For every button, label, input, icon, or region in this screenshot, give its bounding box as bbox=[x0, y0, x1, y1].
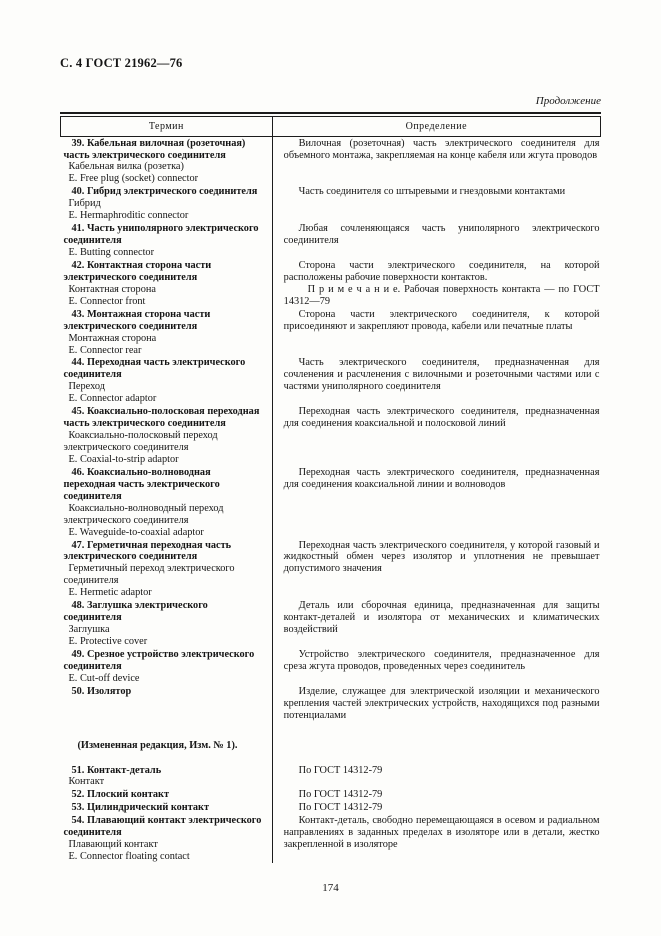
term-cell bbox=[61, 685, 273, 722]
definition-cell bbox=[272, 539, 600, 600]
term-cell bbox=[61, 308, 273, 357]
definition-paragraph: Контакт-деталь, свободно перемещающаяся в осевом и радиальном направлениях в заданных пределах в изоляторе или в детали, жестко закрепленной в изоляторе bbox=[283, 815, 600, 851]
term-entry-row bbox=[61, 801, 601, 814]
table-top-rule bbox=[60, 112, 601, 114]
definition-paragraph: По ГОСТ 14312-79 bbox=[298, 764, 383, 776]
definition-cell bbox=[272, 405, 600, 466]
term-english-equivalent: E. Connector adaptor bbox=[68, 393, 157, 405]
header-row bbox=[61, 117, 601, 137]
term-title: 51. Контакт-деталь bbox=[71, 764, 162, 776]
definition-paragraph: Переходная часть электрического соединителя, предназначенная для соединения коаксиальной линии и волноводов bbox=[283, 466, 600, 490]
term-synonym: Контакт bbox=[68, 776, 105, 788]
term-cell bbox=[61, 185, 273, 222]
term-english-equivalent: E. Protective cover bbox=[68, 636, 148, 648]
definition-note: П р и м е ч а н и е. Рабочая поверхность контакта — по ГОСТ 14312—79 bbox=[283, 283, 600, 307]
term-english-equivalent: E. Hermetic adaptor bbox=[68, 587, 152, 599]
definition-cell bbox=[272, 599, 600, 648]
term-english-equivalent: E. Connector front bbox=[68, 295, 146, 307]
definition-cell bbox=[272, 648, 600, 685]
term-title: 50. Изолятор bbox=[71, 685, 132, 697]
continuation-label: Продолжение bbox=[535, 95, 601, 107]
term-title: 44. Переходная часть электрического соединителя bbox=[63, 357, 246, 381]
definition-cell bbox=[272, 222, 600, 259]
term-cell bbox=[61, 648, 273, 685]
term-entry-row bbox=[61, 814, 601, 863]
definition-cell bbox=[272, 185, 600, 222]
definition-cell bbox=[272, 466, 600, 539]
term-title: 54. Плавающий контакт электрического соединителя bbox=[63, 815, 262, 839]
definition-cell bbox=[272, 814, 600, 863]
definition-cell bbox=[272, 308, 600, 357]
term-synonym: Плавающий контакт bbox=[68, 839, 158, 851]
amendment-row bbox=[61, 722, 601, 764]
term-entry-row bbox=[61, 136, 601, 185]
term-cell bbox=[61, 136, 273, 185]
term-cell bbox=[61, 722, 273, 764]
definition-paragraph: Вилочная (розеточная) часть электрического соединителя для объемного монтажа, закрепляемая на конце кабеля или жгута проводов bbox=[283, 137, 600, 161]
terms-table-body bbox=[61, 136, 601, 863]
definition-paragraph: Любая сочленяющаяся часть униполярного электрического соединителя bbox=[283, 223, 600, 247]
column-header-term: Термин bbox=[61, 117, 273, 137]
term-title: 52. Плоский контакт bbox=[71, 789, 170, 801]
term-cell bbox=[61, 788, 273, 801]
definition-cell bbox=[272, 722, 600, 764]
definition-paragraph: Часть соединителя со штыревыми и гнездовыми контактами bbox=[298, 186, 566, 198]
term-english-equivalent: E. Connector rear bbox=[68, 344, 142, 356]
term-title: 48. Заглушка электрического соединителя bbox=[63, 600, 208, 624]
term-cell bbox=[61, 405, 273, 466]
term-synonym: Герметичный переход электрического соединителя bbox=[63, 563, 235, 587]
term-entry-row bbox=[61, 356, 601, 405]
term-entry-row bbox=[61, 466, 601, 539]
term-entry-row bbox=[61, 222, 601, 259]
definition-paragraph: Часть электрического соединителя, предназначенная для сочленения и расчленения с вилочными и розеточными частями или с частями униполярного соединителя bbox=[283, 357, 600, 393]
term-entry-row bbox=[61, 185, 601, 222]
term-cell bbox=[61, 814, 273, 863]
term-english-equivalent: E. Connector floating contact bbox=[68, 851, 190, 863]
term-english-equivalent: E. Waveguide-to-coaxial adaptor bbox=[68, 526, 204, 538]
term-cell bbox=[61, 259, 273, 308]
term-entry-row bbox=[61, 599, 601, 648]
term-entry-row bbox=[61, 259, 601, 308]
term-title: 45. Коаксиально-полосковая переходная часть электрического соединителя bbox=[63, 406, 260, 430]
terms-table-header bbox=[61, 117, 601, 137]
term-english-equivalent: E. Hermaphroditic connector bbox=[68, 210, 189, 222]
definition-paragraph: Устройство электрического соединителя, предназначенное для среза жгута проводов, проведенных через соединитель bbox=[283, 648, 600, 672]
term-english-equivalent: E. Butting connector bbox=[68, 247, 155, 259]
term-synonym: Гибрид bbox=[68, 198, 101, 210]
term-english-equivalent: E. Cut-off device bbox=[68, 672, 140, 684]
term-synonym: Контактная сторона bbox=[68, 283, 156, 295]
definition-cell bbox=[272, 259, 600, 308]
definition-paragraph: Сторона части электрического соединителя, на которой расположены рабочие поверхности контактов. bbox=[283, 259, 600, 283]
definition-cell bbox=[272, 685, 600, 722]
term-title: 53. Цилиндрический контакт bbox=[71, 802, 210, 814]
term-entry-row bbox=[61, 788, 601, 801]
term-title: 42. Контактная сторона части электрического соединителя bbox=[63, 259, 212, 283]
term-title: 49. Срезное устройство электрического соединителя bbox=[63, 648, 255, 672]
definition-cell bbox=[272, 356, 600, 405]
term-entry-row bbox=[61, 539, 601, 600]
definition-paragraph: Переходная часть электрического соединителя, у которой газовый и жидкостный обмен через изолятор и уплотнения не превышает допустимого значения bbox=[283, 539, 600, 575]
term-cell bbox=[61, 539, 273, 600]
term-synonym: Переход bbox=[68, 381, 105, 393]
term-cell bbox=[61, 801, 273, 814]
term-title: 46. Коаксиально-волноводная переходная часть электрического соединителя bbox=[63, 466, 220, 502]
term-title: 39. Кабельная вилочная (розеточная) часть электрического соединителя bbox=[63, 137, 246, 161]
definition-cell bbox=[272, 801, 600, 814]
definition-paragraph: По ГОСТ 14312-79 bbox=[298, 789, 383, 801]
term-english-equivalent: E. Coaxial-to-strip adaptor bbox=[68, 453, 179, 465]
definition-cell bbox=[272, 764, 600, 789]
definition-paragraph: Деталь или сборочная единица, предназначенная для защиты контакт-деталей и изолятора от механических и климатических воздействий bbox=[283, 600, 600, 636]
definition-paragraph: Сторона части электрического соединителя, к которой присоединяют и закрепляют провода, кабели или печатные платы bbox=[283, 308, 600, 332]
term-synonym: Коаксиально-волноводный переход электрического соединителя bbox=[63, 502, 224, 526]
term-cell bbox=[61, 466, 273, 539]
definition-paragraph: По ГОСТ 14312-79 bbox=[298, 802, 383, 814]
term-title: 41. Часть униполярного электрического соединителя bbox=[63, 223, 259, 247]
term-synonym: Кабельная вилка (розетка) bbox=[68, 161, 184, 173]
term-cell bbox=[61, 599, 273, 648]
definition-cell bbox=[272, 788, 600, 801]
term-cell bbox=[61, 222, 273, 259]
term-title: 43. Монтажная сторона части электрического соединителя bbox=[63, 308, 211, 332]
term-title: 47. Герметичная переходная часть электрического соединителя bbox=[63, 539, 232, 563]
term-entry-row bbox=[61, 308, 601, 357]
definition-paragraph: Изделие, служащее для электрической изоляции и механического крепления частей электрических устройств, находящихся под разными потенциалами bbox=[283, 685, 600, 721]
definition-paragraph: Переходная часть электрического соединителя, предназначенная для соединения коаксиальной и полосковой линий bbox=[283, 406, 600, 430]
term-entry-row bbox=[61, 764, 601, 789]
term-entry-row bbox=[61, 648, 601, 685]
page-number: 174 bbox=[322, 882, 339, 894]
terms-table bbox=[60, 116, 601, 863]
term-title: 40. Гибрид электрического соединителя bbox=[71, 186, 258, 198]
term-entry-row bbox=[61, 405, 601, 466]
term-synonym: Монтажная сторона bbox=[68, 332, 157, 344]
term-entry-row bbox=[61, 685, 601, 722]
term-english-equivalent: E. Free plug (socket) connector bbox=[68, 173, 199, 185]
page-header: С. 4 ГОСТ 21962—76 bbox=[60, 56, 183, 70]
term-synonym: Заглушка bbox=[68, 624, 110, 636]
definition-cell bbox=[272, 136, 600, 185]
term-cell bbox=[61, 356, 273, 405]
column-header-definition: Определение bbox=[272, 117, 600, 137]
term-synonym: Коаксиально-полосковый переход электрического соединителя bbox=[63, 430, 218, 454]
amendment-note: (Измененная редакция, Изм. № 1). bbox=[77, 739, 238, 751]
term-cell bbox=[61, 764, 273, 789]
